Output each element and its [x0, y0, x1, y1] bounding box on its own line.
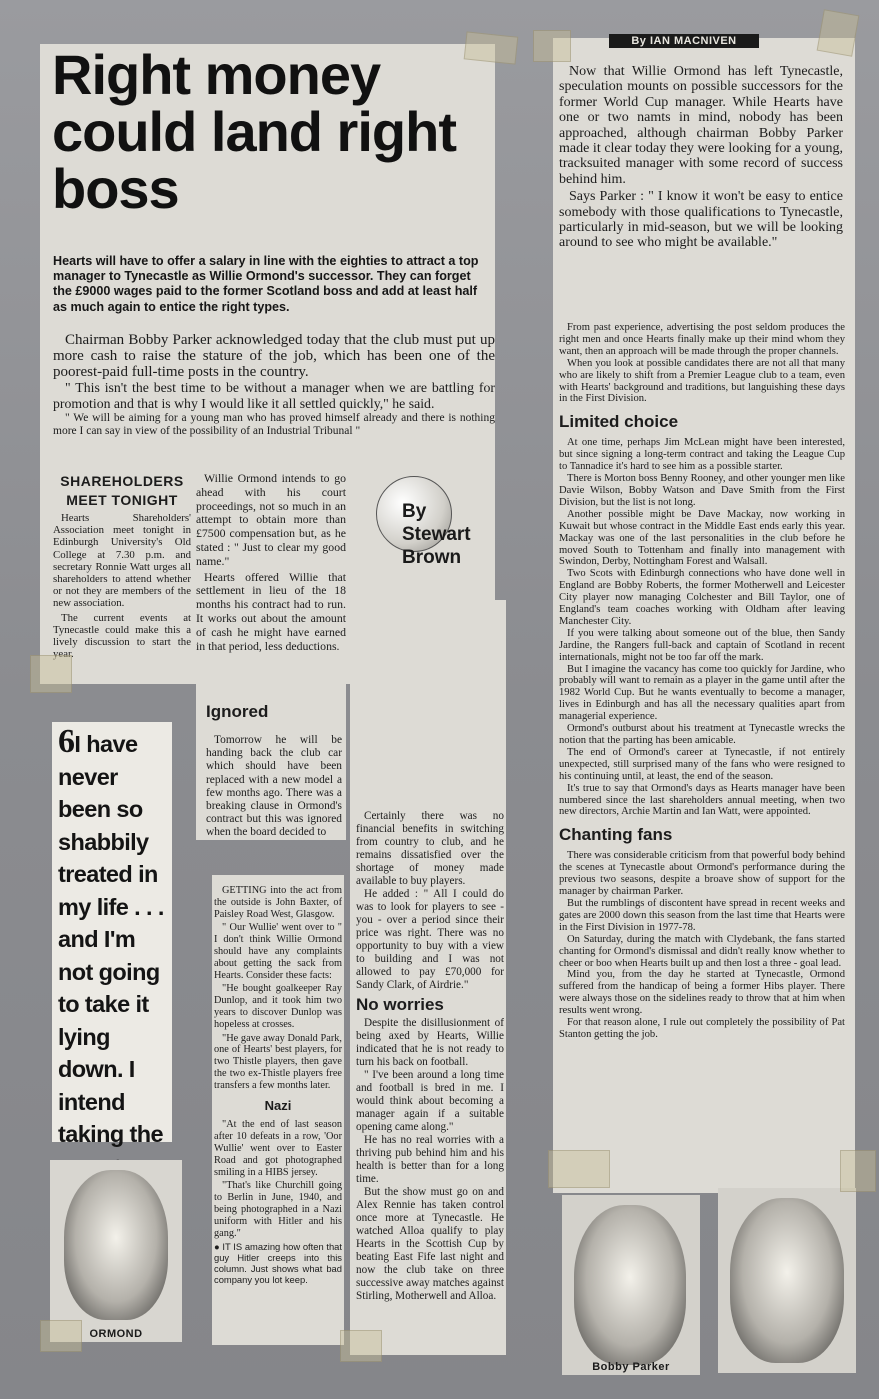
column-paragraph: Hearts offered Willie that settlement in lieu of the 18 months his contract had to run. It works out about the amount of cash he might have earned in that period, less deductions.: [196, 569, 346, 653]
byline: [402, 500, 512, 569]
right-byline: By IAN MACNIVEN: [609, 34, 759, 48]
ignored-paragraph: Tomorrow he will be handing back the club car which should have been replaced with a new model a few months ago. There was a breaking clause in Ormond's contract but this was ignored when the board decided to: [206, 734, 342, 839]
ormond-caption: ORMOND: [89, 1328, 143, 1340]
tape-strip: [817, 9, 860, 57]
player-photo: [562, 1195, 700, 1375]
tape-strip: [40, 1320, 82, 1352]
shareholders-title: SHAREHOLDERS MEET TONIGHT: [60, 473, 184, 508]
mid-paragraph: He has no real worries with a thriving pub behind him and his health is better than for a long time.: [356, 1134, 504, 1185]
chanting-fans-subhead: Chanting fans: [559, 825, 673, 845]
right-lead-paragraph: Now that Willie Ormond has left Tynecastle, speculation mounts on possible successors for the former World Cup manager. While Hearts have one or two namts in mind, nobody has been approached, although chairman Bobby Parker made it clear today they were looking for a young, tracksuited manager with some record of success behind him.: [559, 64, 843, 187]
ignored-clipping: [196, 680, 346, 840]
lead-paragraph: " This isn't the best time to be without a manager when we are battling for promotion and that is why I would like it all settled quickly," he said.: [53, 380, 495, 411]
right-paragraph: The end of Ormond's career at Tynecastle, if not entirely unexpected, still surprised many of the fans who were resigned to his continuing until, at least, the end of the season.: [559, 746, 845, 782]
open-quote-mark: 6: [58, 723, 75, 760]
quote-text: I have never been so shabbily treated in my life . . . and I'm not going to take it lying down. I intend taking the: [58, 731, 164, 1147]
right-paragraph: When you look at possible candidates there are not all that many who are likely to shift from a Premier League club to a team, even with Hearts' background and traditions, but languishing these days in the First Division.: [559, 357, 845, 405]
byline-by: By: [402, 501, 427, 522]
headline-clipping: [40, 44, 495, 684]
right-paragraph: Two Scots with Edinburgh connections who have done well in England are Bobby Roberts, the former Motherwell and Leicester City player now managing Colchester and Bill Taylor, one of England's team coaches working with Oldham after leaving Manchester City.: [559, 568, 845, 627]
baxter-paragraph: "He bought goalkeeper Ray Dunlop, and it took him two years to discover Dunlop was hopeless at crosses.: [214, 983, 342, 1030]
nazi-subhead: Nazi: [264, 1097, 292, 1113]
shareholders-body: [53, 512, 191, 662]
mid-paragraph: But the show must go on and Alex Rennie has taken control once more at Tynecastle. He watched Alloa qualify to play Hearts in the Scottish Cup by beating East Fife last night and now the club take on three successive away matches against Stirling, Motherwell and Alloa.: [356, 1186, 504, 1302]
baxter-body: [214, 885, 342, 1287]
right-body: [559, 322, 845, 1041]
byline-author: Stewart Brown: [402, 524, 471, 568]
parker-caption: Bobby Parker: [592, 1361, 670, 1373]
standfirst: Hearts will have to offer a salary in line with the eighties to attract a top manager to Tynecastle as Willie Ormond's successor. They can forget the £9000 wages paid to the former Scotland boss and add at least half as much again to entice the right types.: [53, 254, 479, 314]
lead-paragraphs: [53, 332, 495, 437]
middle-column-clipping: [350, 600, 506, 1355]
baxter-paragraph: "That's like Churchill going to Berlin in June, 1940, and being photographed in a Nazi uniform with Hitler and his gang.": [214, 1180, 342, 1239]
mid-paragraph: Despite the disillusionment of being axed by Hearts, Willie indicated that he is not ready to turn his back on football.: [356, 1017, 504, 1068]
right-paragraph: There was considerable criticism from that powerful body behind the scenes at Tynecastle about Ormond's performance during the previous two seasons, despite a broave show of support for the manager by chairman Parker.: [559, 850, 845, 898]
tape-strip: [30, 655, 72, 693]
parker-portrait: [730, 1198, 844, 1363]
tape-strip: [340, 1330, 382, 1362]
ormond-photo: [50, 1160, 182, 1342]
mid-paragraph: He added : " All I could do was to look for players to see - you - over a period since their price was right. There was no opportunity to buy with a view to building and I was not allowed to pay £70,000 for Sandy Clark, of Airdrie.": [356, 888, 504, 991]
right-paragraph: But the rumblings of discontent have spread in recent weeks and gates are 2000 down this season from the last time that Hearts were in the First Division in 1977-78.: [559, 897, 845, 933]
mid-paragraph: " I've been around a long time and football is bred in me. I would think about becoming a manager again if a suitable opening came along.": [356, 1069, 504, 1133]
right-paragraph: Ormond's outburst about his treatment at Tynecastle wrecks the notion that the parting has been amicable.: [559, 723, 845, 746]
ignored-body: [206, 734, 342, 840]
parker-photo: [718, 1188, 856, 1373]
byline-block: [372, 476, 497, 596]
right-paragraph: Mind you, from the day he started at Tynecastle, Ormond suffered from the handicap of being a former Hibs player. There were always those on the sidelines ready to throw that at him when results went wrong.: [559, 969, 845, 1017]
right-paragraph: For that reason alone, I rule out completely the possibility of Pat Stanton getting the job.: [559, 1017, 845, 1040]
right-lead-paragraph: Says Parker : " I know it won't be easy to entice somebody with those qualifications to Tynecastle, particularly in mid-season, but we will be looking around to see who might be available.": [559, 189, 843, 251]
right-paragraph: Another possible might be Dave Mackay, now working in Kuwait but whose contract in the Middle East ends early this year. Mackay was one of the last personalities in the club before he moved South to Tottenham and finally into management with Swindon, Derby, Nottingham Forest and Walsall.: [559, 508, 845, 568]
column-paragraph: Willie Ormond intends to go ahead with his court proceedings, not so much in an attempt to obtain more than £7500 compensation but, as he stated : " Just to clear my good name.": [196, 471, 346, 568]
middle-column-body: [356, 600, 504, 1303]
headline-title: Right money could land right boss: [52, 43, 456, 220]
right-paragraph: At one time, perhaps Jim McLean might have been interested, but since signing a long-term contract and taking the League Cup to Tannadice it's hard to see him as a possible starter.: [559, 437, 845, 473]
no-worries-subhead: No worries: [356, 995, 444, 1014]
lead-paragraph: Chairman Bobby Parker acknowledged today that the club must put up more cash to raise the stature of the job, which has been one of the poorest-paid full-time posts in the country.: [53, 332, 495, 380]
baxter-paragraph: " Our Wullie' went over to " I don't think Willie Ormond should have any complaints about getting the sack from Hearts. Consider these facts:: [214, 922, 342, 981]
ignored-subhead: Ignored: [206, 702, 269, 721]
ormond-column: [196, 472, 346, 655]
baxter-note: ● IT IS amazing how often that guy Hitler creeps into this column. Just shows what bad company you lot keep.: [214, 1241, 342, 1286]
baxter-paragraph: "He gave away Donald Park, one of Hearts' best players, for two Thistle players, then gave the two ex-Thistle players free transfers a few months later.: [214, 1032, 342, 1091]
limited-choice-subhead: Limited choice: [559, 412, 679, 432]
right-paragraph: From past experience, advertising the post seldom produces the right men and once Hearts finally make up their mind whom they want, then an approach will be made through the proper channels.: [559, 322, 845, 357]
tape-strip: [533, 30, 571, 62]
right-paragraph: There is Morton boss Benny Rooney, and other younger men like Davie Wilson, Bobby Watson and Dave Smith from the First Division, but the list is not long.: [559, 473, 845, 508]
pull-quote: [58, 723, 168, 1218]
tape-strip: [464, 31, 519, 64]
baxter-clipping: [212, 875, 344, 1345]
mid-paragraph: Certainly there was no financial benefits in switching from country to club, and he remains dissatisfied over the shortage of money made available to buy players.: [356, 810, 504, 887]
player-portrait: [574, 1205, 686, 1365]
right-paragraph: It's true to say that Ormond's days as Hearts manager have been numbered since the last shareholders annual meeting, when two new directors, Archie Martin and Ian Watt, were appointed.: [559, 782, 845, 818]
right-paragraph: On Saturday, during the match with Clydebank, the fans started chanting for Ormond's dismissal and didn't really know whether to cheer or boo when Hearts built up and then lost a three - goal lead.: [559, 933, 845, 969]
quote-clipping: [52, 722, 172, 1147]
right-paragraph: If you were talking about someone out of the blue, then Sandy Jardine, the Rangers full-back and captain of Scotland in recent internationals, might not be too far off the mark.: [559, 627, 845, 663]
baxter-paragraph: GETTING into the act from the outside is John Baxter, of Paisley Road West, Glasgow.: [214, 885, 342, 920]
right-article-clipping: [553, 35, 855, 1193]
lead-paragraph: " We will be aiming for a young man who has proved himself already and there is nothing more I can say in view of the possibility of an Industrial Tribunal ": [53, 412, 495, 437]
tape-strip: [548, 1150, 610, 1188]
ormond-portrait: [64, 1170, 168, 1320]
tape-strip: [840, 1150, 876, 1192]
right-paragraph: But I imagine the vacancy has come too quickly for Jardine, who probably will want to remain as a player in the game until after the 1982 World Cup. But he wants eventually to become a manager, lives in Edinburgh and has all the necessary qualities apart from managerial experience.: [559, 663, 845, 723]
shareholders-paragraph: Hearts Shareholders' Association meet tonight in Edinburgh University's Old College at 7.30 p.m. and secretary Ronnie Watt urges all shareholders to attend whether or not they are members of the new association.: [53, 512, 191, 610]
shareholders-paragraph: The current events at Tynecastle could make this a lively discussion to start the year.: [53, 611, 191, 661]
baxter-paragraph: "At the end of last season after 10 defeats in a row, 'Oor Wullie' went over to Easter Road and got photographed smiling in a HIBS jersey.: [214, 1119, 342, 1178]
right-lead: [559, 64, 843, 253]
